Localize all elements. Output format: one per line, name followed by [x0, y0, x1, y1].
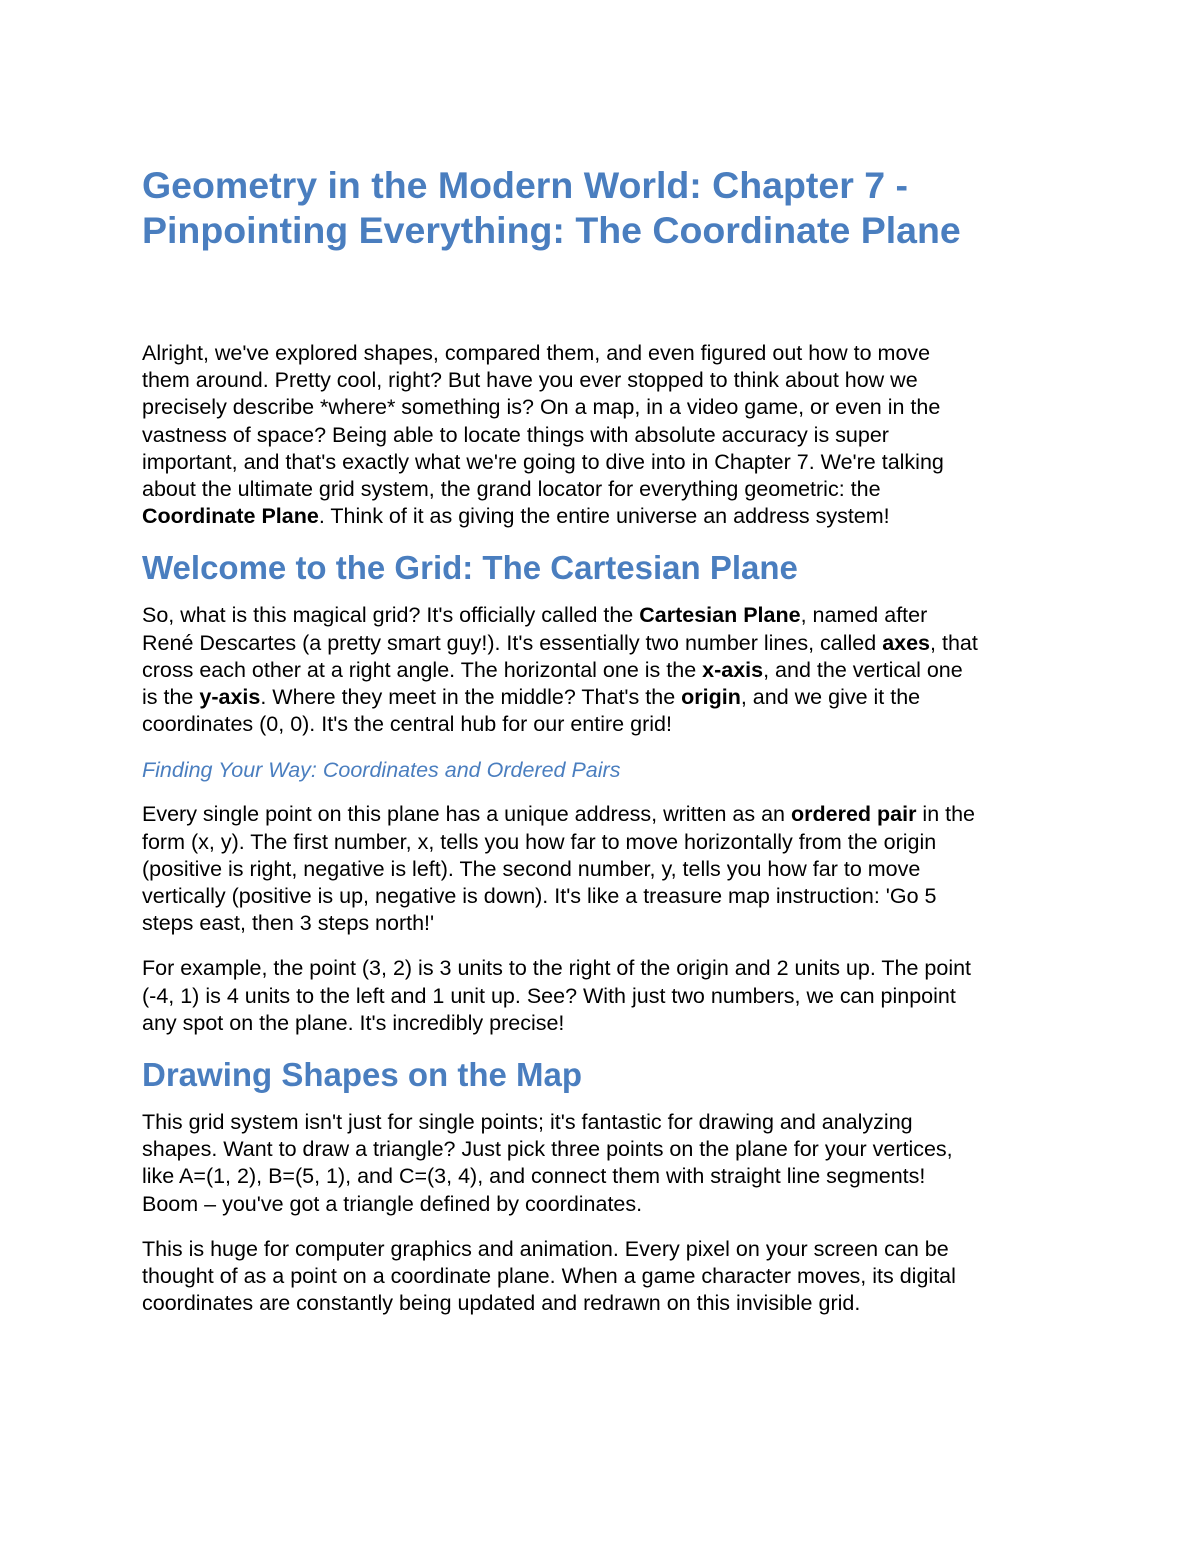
paragraph-line — [142, 657, 1062, 684]
section-heading-cartesian-plane: Welcome to the Grid: The Cartesian Plane — [142, 549, 798, 587]
paragraph-line: coordinates are constantly being updated and redrawn on this invisible grid. — [142, 1291, 861, 1316]
paragraph-line: coordinates (0, 0). It's the central hub for our entire grid! — [142, 712, 672, 737]
intro-text: . Think of it as giving the entire universe an address system! — [318, 504, 890, 529]
graphics-paragraph — [142, 1236, 1062, 1318]
text: . Where they meet in the middle? That's the — [260, 685, 682, 710]
example-paragraph — [142, 955, 1062, 1037]
text: , and we give it the — [740, 685, 921, 710]
title-line-2: Pinpointing Everything: The Coordinate Plane — [142, 209, 961, 251]
text: is the — [142, 685, 200, 710]
intro-line — [142, 503, 1062, 530]
text: So, what is this magical grid? It's officially called the — [142, 603, 640, 628]
ordered-pair-paragraph — [142, 801, 1062, 937]
paragraph-line: (-4, 1) is 4 units to the left and 1 unit up. See? With just two numbers, we can pinpoint — [142, 983, 956, 1008]
paragraph-line: vertically (positive is up, negative is down). It's like a treasure map instruction: 'Go 5 — [142, 884, 937, 909]
paragraph-line — [142, 801, 1062, 828]
paragraph-line: shapes. Want to draw a triangle? Just pick three points on the plane for your vertices, — [142, 1137, 953, 1162]
term-ordered-pair: ordered pair — [790, 802, 917, 827]
cartesian-paragraph — [142, 602, 1062, 738]
text: cross each other at a right angle. The horizontal one is the — [142, 657, 703, 682]
paragraph-line: any spot on the plane. It's incredibly precise! — [142, 1010, 565, 1035]
title-line-1: Geometry in the Modern World: Chapter 7 - — [142, 164, 909, 206]
term-x-axis: x-axis — [702, 657, 764, 682]
paragraph-line — [142, 602, 1062, 629]
text: in the — [916, 802, 976, 827]
paragraph-line: For example, the point (3, 2) is 3 units to the right of the origin and 2 units up. The point — [142, 956, 972, 981]
paragraph-line: (positive is right, negative is left). The second number, y, tells you how far to move — [142, 856, 921, 881]
shapes-paragraph — [142, 1109, 1062, 1218]
paragraph-line: This is huge for computer graphics and animation. Every pixel on your screen can be — [142, 1236, 949, 1261]
term-y-axis: y-axis — [199, 685, 261, 710]
intro-paragraph — [142, 340, 1062, 530]
intro-line: vastness of space? Being able to locate things with absolute accuracy is super — [142, 422, 889, 447]
paragraph-line: like A=(1, 2), B=(5, 1), and C=(3, 4), and connect them with straight line segments! — [142, 1164, 926, 1189]
text: René Descartes (a pretty smart guy!). It's essentially two number lines, called — [142, 630, 883, 655]
document-body — [142, 340, 1062, 1335]
term-cartesian-plane: Cartesian Plane — [639, 603, 801, 628]
text: , that — [930, 630, 978, 655]
paragraph-line: steps east, then 3 steps north!' — [142, 911, 435, 936]
text: Every single point on this plane has a unique address, written as an — [142, 802, 791, 827]
paragraph-line — [142, 630, 1062, 657]
section-heading-drawing-shapes: Drawing Shapes on the Map — [142, 1056, 583, 1094]
intro-line: about the ultimate grid system, the grand locator for everything geometric: the — [142, 477, 881, 502]
text: , named after — [800, 603, 928, 628]
term-origin: origin — [681, 685, 741, 710]
intro-line: important, and that's exactly what we're going to dive into in Chapter 7. We're talking — [142, 449, 944, 474]
text: , and the vertical one — [763, 657, 963, 682]
paragraph-line: This grid system isn't just for single points; it's fantastic for drawing and analyzing — [142, 1110, 913, 1135]
subsection-heading-ordered-pairs: Finding Your Way: Coordinates and Ordered Pairs — [142, 758, 621, 783]
document-title — [142, 163, 1062, 253]
paragraph-line — [142, 684, 1062, 711]
intro-line: Alright, we've explored shapes, compared them, and even figured out how to move — [142, 341, 931, 365]
paragraph-line: thought of as a point on a coordinate plane. When a game character moves, its digital — [142, 1264, 956, 1289]
intro-line: them around. Pretty cool, right? But have you ever stopped to think about how we — [142, 368, 918, 393]
term-axes: axes — [882, 630, 931, 655]
paragraph-line: form (x, y). The first number, x, tells you how far to move horizontally from the origin — [142, 829, 937, 854]
paragraph-line: Boom – you've got a triangle defined by coordinates. — [142, 1191, 643, 1216]
term-coordinate-plane: Coordinate Plane — [142, 504, 319, 529]
intro-line: precisely describe *where* something is? On a map, in a video game, or even in the — [142, 395, 941, 420]
